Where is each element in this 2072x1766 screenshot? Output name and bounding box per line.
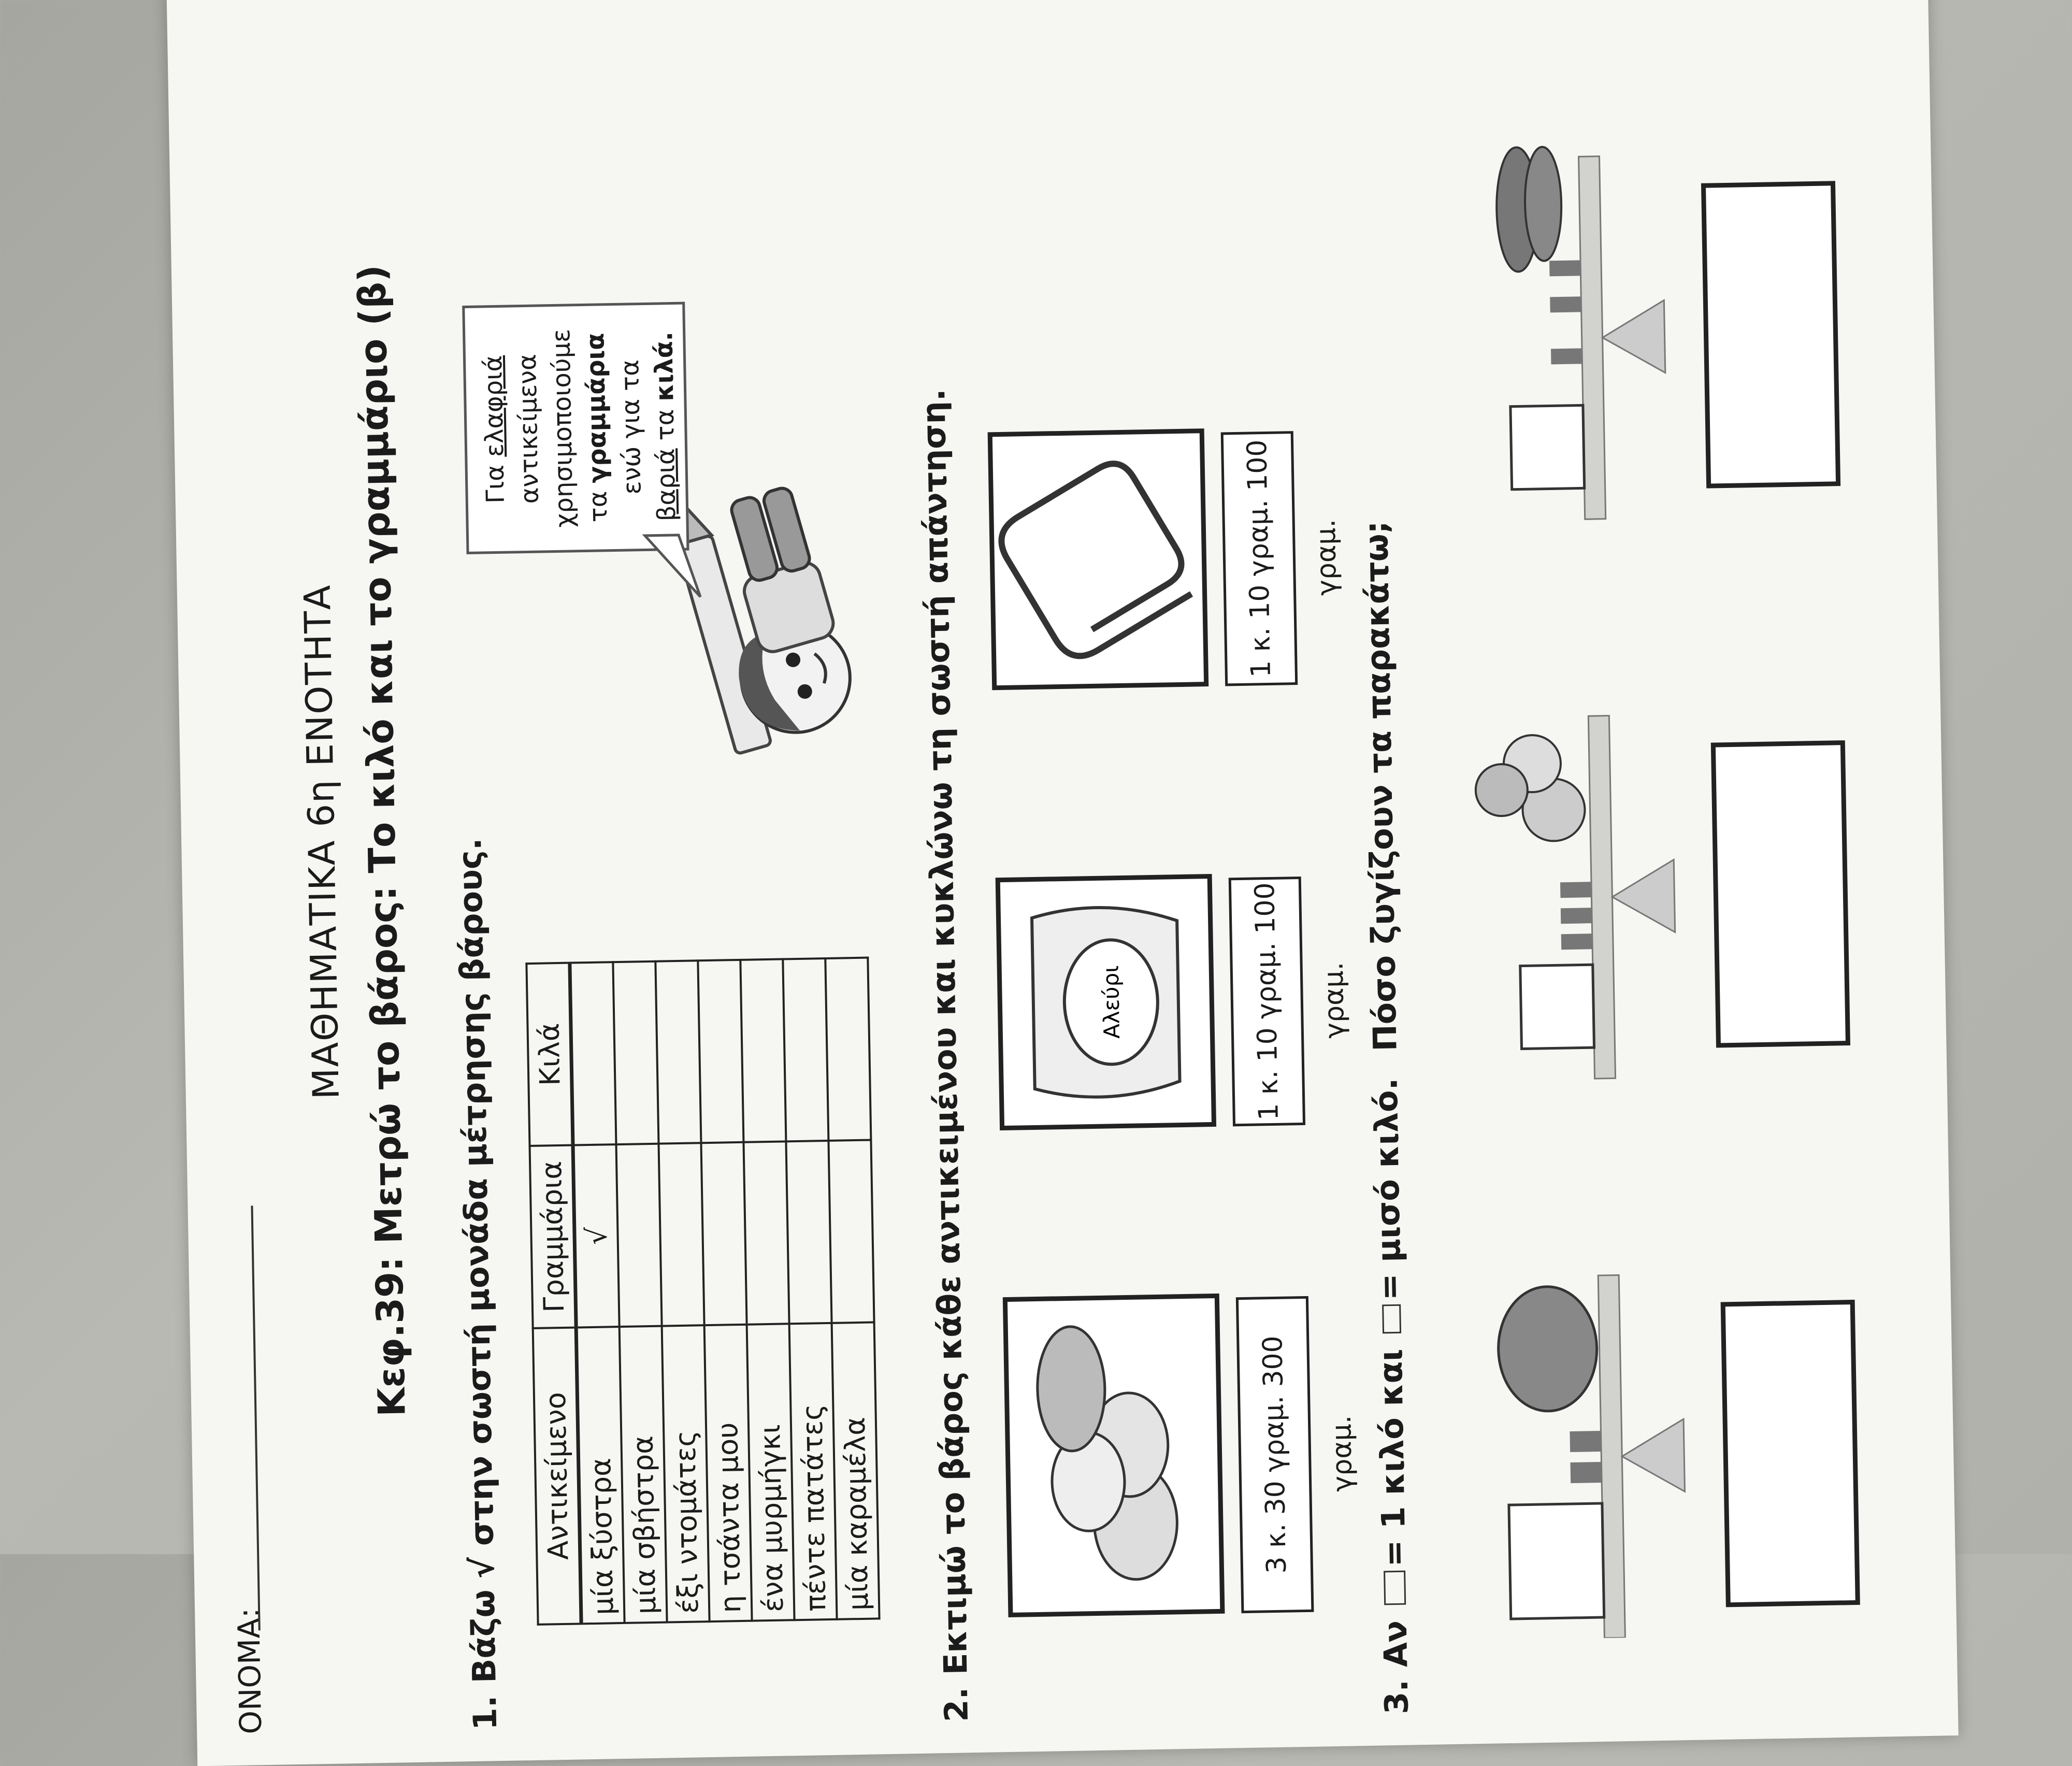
page-title: ΜΑΘΗΜΑΤΙΚΑ 6η ΕΝΟΤΗΤΑ <box>296 583 348 1100</box>
grams-cell[interactable] <box>616 1144 661 1327</box>
tip-highlight: ελαφριά <box>478 355 510 457</box>
question-prompt: Βάζω √ στην σωστή μονάδα μέτρησης βάρους. <box>451 838 503 1684</box>
question-prompt: Εκτιμώ το βάρος κάθε αντικειμένου και κυκλώνω τη σωστή απάντηση. <box>914 389 975 1675</box>
watermelon-icon <box>1498 1286 1598 1412</box>
tip-text: τα <box>650 401 681 449</box>
question-number: 1. <box>466 1695 505 1731</box>
kilos-cell[interactable] <box>613 961 658 1144</box>
potatoes-icon <box>1008 1298 1220 1613</box>
tip-text: Για <box>480 456 510 504</box>
grams-cell[interactable] <box>786 1141 831 1324</box>
answer-options[interactable]: 3 κ. 30 γραμ. 300 γραμ. <box>1236 1296 1314 1613</box>
answer-box[interactable] <box>1723 1302 1858 1605</box>
item-cell: πέντε πατάτες <box>789 1323 837 1620</box>
question-number: 2. <box>937 1687 976 1722</box>
question-2 <box>914 389 975 1722</box>
answer-options[interactable]: 1 κ. 10 γραμ. 100 γραμ. <box>1221 431 1298 686</box>
answer-options[interactable]: 1 κ. 10 γραμ. 100 γραμ. <box>1229 877 1305 1126</box>
column-header: Γραμμάρια <box>530 1145 577 1328</box>
column-header: Κιλά <box>526 963 573 1146</box>
item-cell: έξι ντομάτες <box>662 1325 710 1622</box>
item-cell: ένα μυρμήγκι <box>747 1324 795 1620</box>
question-number: 3. <box>1377 1679 1416 1715</box>
worksheet-page <box>165 0 1959 1766</box>
grams-cell[interactable] <box>701 1142 746 1325</box>
flour-sack-icon <box>1000 879 1212 1126</box>
tip-highlight: γραμμάρια <box>581 333 613 483</box>
question-prompt: Αν <box>1376 1620 1415 1668</box>
kilo-weight-icon <box>1384 1571 1406 1605</box>
tip-text: αντικείμενα <box>512 353 544 504</box>
tip-highlight: κιλά. <box>649 331 680 402</box>
balance-scales <box>1420 0 1916 1641</box>
paperclip-picture <box>988 428 1209 690</box>
tip-text: τα <box>583 482 613 523</box>
item-cell: μία καραμέλα <box>832 1322 880 1619</box>
kilos-cell[interactable] <box>698 960 743 1143</box>
scale-3 <box>1495 142 1838 521</box>
column-header: Αντικείμενο <box>533 1328 581 1625</box>
scales-row <box>1420 0 1916 1641</box>
grams-cell[interactable] <box>658 1143 704 1326</box>
name-label: ΟΝΟΜΑ: <box>231 1607 269 1735</box>
potatoes-picture <box>1003 1294 1225 1617</box>
item-cell: η τσάντα μου <box>704 1325 752 1621</box>
grams-cell[interactable] <box>743 1141 789 1324</box>
kilos-cell[interactable] <box>655 960 701 1143</box>
tip-highlight: βαριά <box>651 448 682 522</box>
answer-box[interactable] <box>1704 183 1838 486</box>
name-field[interactable] <box>251 1205 260 1630</box>
half-kilo-weight-icon <box>1382 1304 1401 1334</box>
tip-text: ενώ για τα <box>615 359 647 495</box>
weight-units-table <box>525 957 880 1626</box>
kilos-cell[interactable] <box>740 959 786 1142</box>
paperclip-icon <box>992 433 1204 685</box>
kilos-cell[interactable] <box>783 958 828 1141</box>
item-cell: μία ξύστρα <box>576 1327 624 1624</box>
question-prompt: Πόσο ζυγίζουν τα παρακάτω; <box>1357 520 1404 1052</box>
grams-cell[interactable] <box>828 1140 874 1323</box>
kilos-cell[interactable] <box>825 958 871 1141</box>
question-3 <box>1357 521 1416 1715</box>
kilos-cell[interactable] <box>570 962 616 1145</box>
page-subtitle: Κεφ.39: Μετρώ το βάρος: Το κιλό και το γραμμάριο (β) <box>350 264 414 1417</box>
flour-sack-picture <box>996 874 1216 1130</box>
grams-cell[interactable]: √ <box>573 1144 620 1327</box>
question-prompt: = 1 κιλό και <box>1371 1348 1413 1568</box>
sack-label: Αλεύρι <box>1098 965 1125 1039</box>
item-cell: μία σβήστρα <box>620 1326 667 1623</box>
scale-1 <box>1497 1271 1858 1640</box>
question-prompt: = μισό κιλό. <box>1366 1078 1408 1301</box>
tip-speech-box <box>462 302 689 554</box>
scale-2 <box>1474 712 1848 1081</box>
speech-tail-icon <box>642 529 706 603</box>
answer-box[interactable] <box>1713 743 1848 1045</box>
question-1 <box>451 838 504 1730</box>
tip-text: χρησιμοποιούμε <box>546 328 579 528</box>
